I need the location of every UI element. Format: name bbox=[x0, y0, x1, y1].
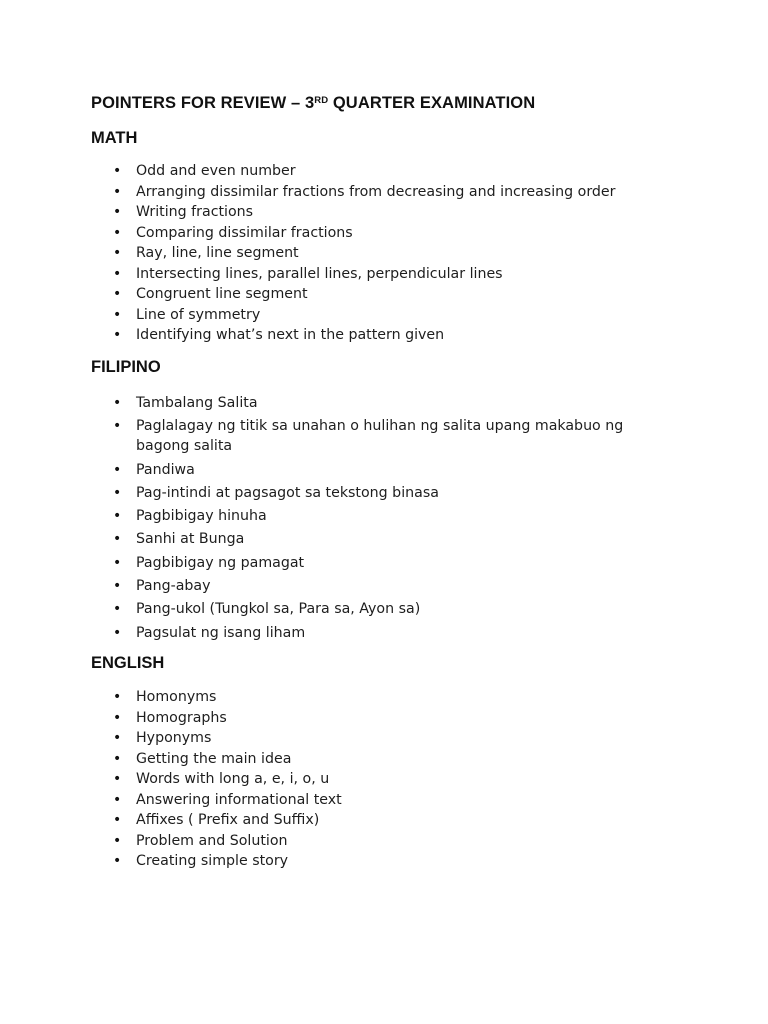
bullet-icon: • bbox=[113, 418, 122, 435]
list-item: • Homographs bbox=[110, 708, 670, 729]
list-item: • Homonyms bbox=[110, 687, 670, 708]
section-heading-math: MATH bbox=[91, 129, 138, 147]
list-item: • Answering informational text bbox=[110, 790, 670, 811]
list-item: • Creating simple story bbox=[110, 851, 670, 872]
list-item: • Pang-abay bbox=[113, 578, 211, 595]
bullet-icon: • bbox=[113, 812, 122, 828]
bullet-icon: • bbox=[113, 224, 122, 241]
bullet-icon: • bbox=[113, 554, 122, 571]
list-item: • Congruent line segment bbox=[110, 284, 670, 305]
list-item: • Sanhi at Bunga bbox=[113, 531, 245, 548]
title-prefix: POINTERS FOR REVIEW – 3 bbox=[91, 94, 315, 112]
math-topic-list bbox=[110, 161, 670, 346]
list-item: • Ray, line, line segment bbox=[110, 243, 670, 264]
list-item: • Words with long a, e, i, o, u bbox=[110, 769, 670, 790]
title-superscript: RD bbox=[314, 95, 329, 106]
bullet-icon: • bbox=[113, 183, 122, 200]
bullet-icon: • bbox=[113, 461, 122, 478]
bullet-icon: • bbox=[113, 578, 122, 595]
title-suffix: QUARTER EXAMINATION bbox=[328, 94, 536, 112]
bullet-icon: • bbox=[113, 508, 122, 525]
bullet-icon: • bbox=[113, 771, 122, 787]
bullet-icon: • bbox=[113, 163, 122, 179]
bullet-icon: • bbox=[113, 204, 122, 220]
list-item: • Paglalagay ng titik sa unahan o hulihan ng salita upang makabuo ng bagong salita bbox=[113, 418, 624, 455]
list-item: • Pag-intindi at pagsagot sa tekstong binasa bbox=[113, 484, 439, 501]
list-item: • Affixes ( Prefix and Suffix) bbox=[110, 810, 670, 831]
bullet-icon: • bbox=[113, 624, 122, 641]
list-item: • Writing fractions bbox=[110, 202, 670, 223]
bullet-icon: • bbox=[113, 484, 122, 501]
bullet-icon: • bbox=[113, 531, 122, 548]
bullet-icon: • bbox=[113, 750, 122, 767]
bullet-icon: • bbox=[113, 265, 122, 282]
list-item: • Problem and Solution bbox=[110, 831, 670, 852]
list-item: • Identifying what’s next in the pattern given bbox=[110, 325, 670, 346]
section-heading-english: ENGLISH bbox=[91, 654, 165, 672]
list-item: • Getting the main idea bbox=[110, 749, 670, 770]
list-item: • Tambalang Salita bbox=[113, 395, 258, 411]
bullet-icon: • bbox=[113, 709, 122, 726]
bullet-icon: • bbox=[113, 689, 122, 705]
filipino-topic-list bbox=[110, 393, 670, 646]
list-item: • Pagsulat ng isang liham bbox=[113, 624, 306, 641]
section-heading-filipino: FILIPINO bbox=[91, 358, 161, 376]
bullet-icon: • bbox=[113, 853, 122, 869]
bullet-icon: • bbox=[113, 286, 122, 302]
list-item: • Line of symmetry bbox=[110, 305, 670, 326]
document-title bbox=[91, 94, 535, 113]
list-item: • Pagbibigay hinuha bbox=[113, 508, 267, 525]
bullet-icon: • bbox=[113, 791, 122, 808]
list-item: • Arranging dissimilar fractions from decreasing and increasing order bbox=[110, 182, 670, 203]
bullet-icon: • bbox=[113, 245, 122, 261]
bullet-icon: • bbox=[113, 327, 122, 343]
bullet-icon: • bbox=[113, 306, 122, 323]
english-topic-list bbox=[110, 687, 670, 872]
list-item: • Hyponyms bbox=[110, 728, 670, 749]
bullet-icon: • bbox=[113, 601, 122, 618]
bullet-icon: • bbox=[113, 832, 122, 849]
list-item: • Pandiwa bbox=[113, 461, 195, 478]
list-item: • Pagbibigay ng pamagat bbox=[113, 554, 305, 571]
list-item: • Comparing dissimilar fractions bbox=[110, 223, 670, 244]
list-item: • Odd and even number bbox=[110, 161, 670, 182]
bullet-icon: • bbox=[113, 730, 122, 746]
bullet-icon: • bbox=[113, 395, 122, 411]
list-item: • Intersecting lines, parallel lines, perpendicular lines bbox=[110, 264, 670, 285]
list-item: • Pang-ukol (Tungkol sa, Para sa, Ayon sa) bbox=[113, 601, 421, 618]
